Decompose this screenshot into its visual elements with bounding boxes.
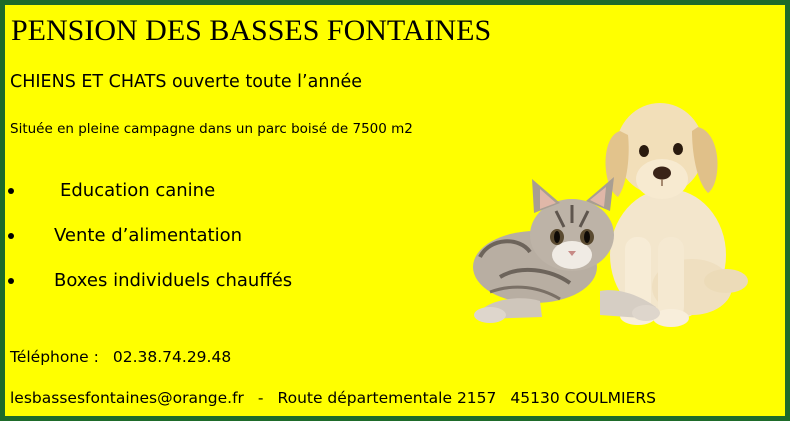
service-label: Education canine [60, 180, 216, 201]
email-link[interactable]: lesbassesfontaines@orange.fr [10, 389, 244, 407]
bullet-icon [8, 233, 14, 239]
location-text: Située en pleine campagne dans un parc boisé de 7500 m2 [10, 121, 413, 137]
subtitle: CHIENS ET CHATS ouverte toute l’année [10, 72, 363, 92]
service-label: Vente d’alimentation [54, 225, 243, 246]
phone-number[interactable]: 02.38.74.29.48 [112, 348, 232, 366]
postal-city-text: 45130 COULMIERS [510, 389, 656, 407]
contact-footer [10, 386, 656, 410]
phone-label: Téléphone : [10, 348, 99, 366]
service-label: Boxes individuels chauffés [54, 270, 293, 291]
bullet-icon [8, 278, 14, 284]
page-title: PENSION DES BASSES FONTAINES [11, 14, 492, 47]
footer-separator: - [257, 389, 264, 407]
kitten-and-puppy-photo-icon [460, 87, 760, 327]
bullet-icon [8, 188, 14, 194]
address-text: Route départementale 2157 [277, 389, 497, 407]
phone-line [10, 345, 231, 369]
